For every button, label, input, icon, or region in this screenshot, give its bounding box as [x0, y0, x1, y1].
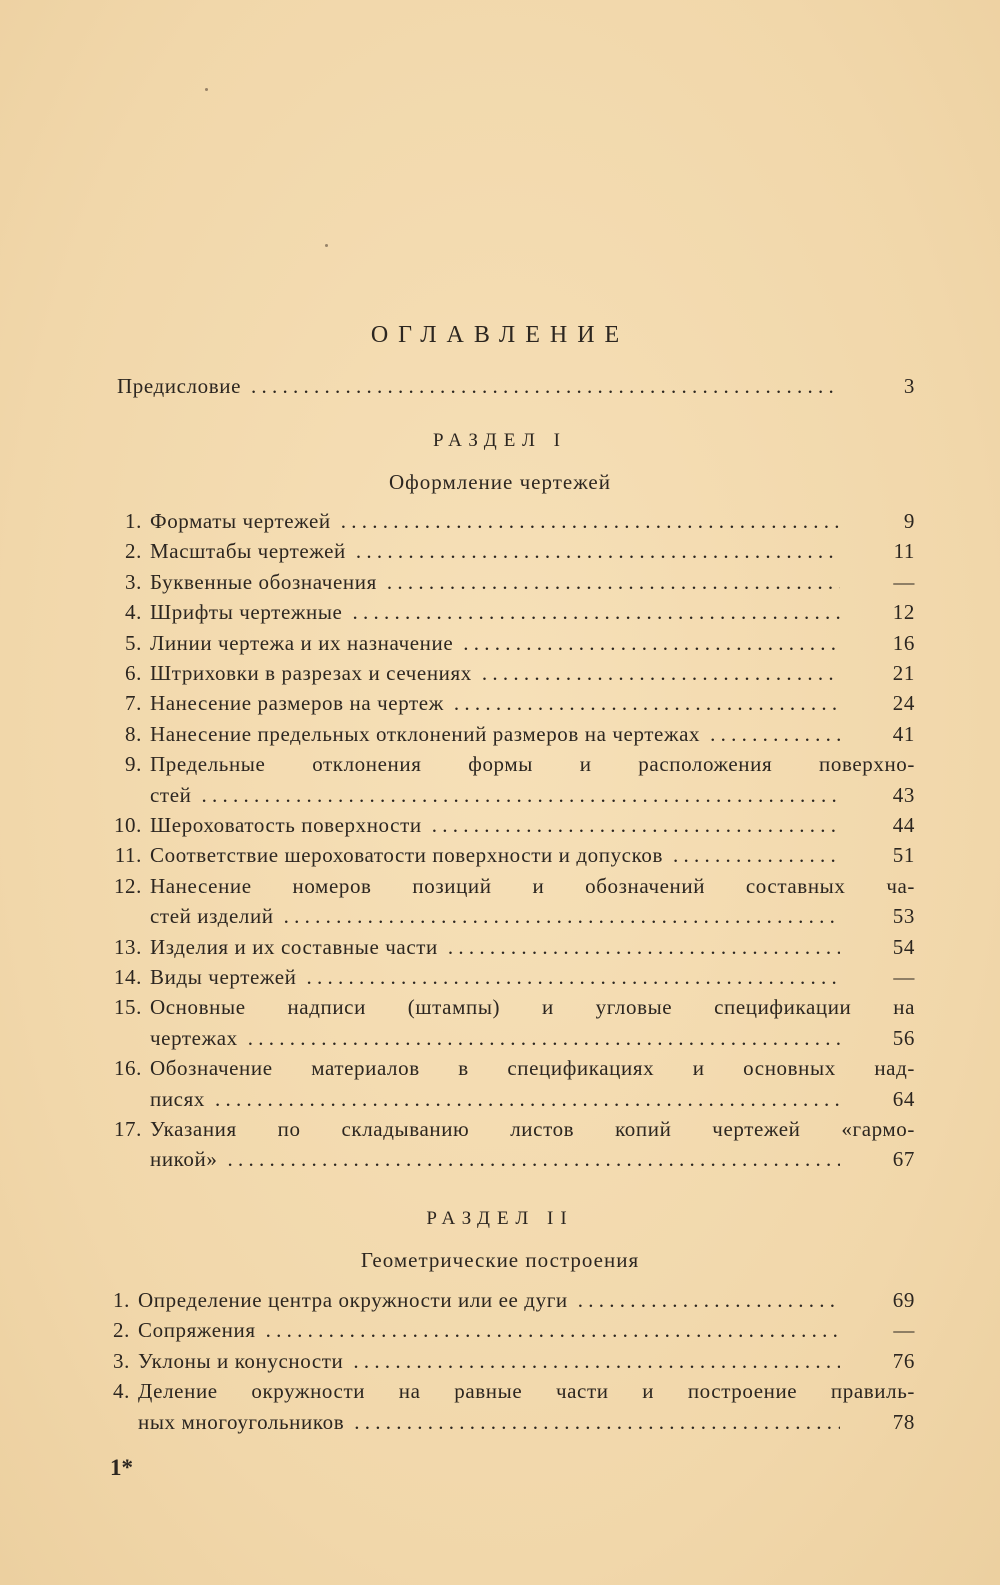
entry-leader	[150, 900, 840, 932]
entry-number: 12.	[113, 874, 142, 898]
entry-leader	[150, 687, 840, 719]
dot-leader	[353, 1345, 840, 1377]
entry-title: Обозначение материалов в спецификациях и основных над-	[150, 1056, 915, 1080]
entry-page: 56	[892, 1026, 915, 1050]
entry-page: 69	[892, 1288, 915, 1312]
toc-entry[interactable]	[100, 1022, 915, 1054]
entry-leader	[150, 1022, 840, 1054]
entry-leader	[150, 809, 840, 841]
entry-number: 9.	[125, 752, 142, 776]
section-title: Оформление чертежей	[389, 470, 611, 494]
toc-entry[interactable]	[100, 809, 915, 841]
entry-leader	[138, 1314, 840, 1346]
toc-entry[interactable]	[100, 1052, 915, 1084]
entry-number: 5.	[125, 631, 142, 655]
paper-speck	[325, 244, 328, 247]
entry-title: стей	[150, 783, 192, 807]
entry-leader	[150, 505, 840, 537]
toc-entry[interactable]	[100, 687, 915, 719]
entry-leader	[150, 1083, 840, 1115]
dot-leader	[248, 1022, 840, 1054]
toc-entry[interactable]	[100, 505, 915, 537]
entry-leader	[150, 627, 840, 659]
entry-title: Изделия и их составные части	[150, 935, 438, 959]
entry-title: Форматы чертежей	[150, 509, 331, 533]
toc-entry[interactable]	[100, 748, 915, 780]
dot-leader	[463, 627, 840, 659]
entry-title: Буквенные обозначения	[150, 570, 377, 594]
entry-title: ных многоугольников	[138, 1410, 345, 1434]
dot-leader	[448, 931, 840, 963]
dot-leader	[387, 566, 840, 598]
toc-entry[interactable]	[100, 1284, 915, 1316]
dot-leader	[284, 900, 840, 932]
toc-entry[interactable]	[100, 1083, 915, 1115]
entry-number: 2.	[113, 1318, 130, 1342]
entry-number: 8.	[125, 722, 142, 746]
dot-leader	[251, 370, 840, 402]
entry-leader	[150, 779, 840, 811]
entry-title: Шрифты чертежные	[150, 600, 343, 624]
toc-entry[interactable]	[100, 718, 915, 750]
entry-page: 64	[892, 1087, 915, 1111]
entry-title: Предельные отклонения формы и расположения поверхно-	[150, 752, 915, 776]
dot-leader	[673, 839, 840, 871]
dot-leader	[578, 1284, 840, 1316]
entry-number: 10.	[113, 813, 142, 837]
entry-page: 53	[892, 904, 915, 928]
dot-leader	[354, 1406, 840, 1438]
dot-leader	[482, 657, 840, 689]
entry-page: 78	[892, 1410, 915, 1434]
dot-leader	[432, 809, 840, 841]
toc-entry[interactable]	[100, 991, 915, 1023]
entry-title: чертежах	[150, 1026, 238, 1050]
entry-page: 16	[892, 631, 915, 655]
entry-title: Нанесение предельных отклонений размеров на чертежах	[150, 722, 701, 746]
entry-page: 67	[892, 1147, 915, 1171]
entry-title: Деление окружности на равные части и построение правиль-	[138, 1379, 915, 1403]
toc-entry[interactable]	[100, 779, 915, 811]
entry-leader	[138, 1345, 840, 1377]
entry-title: Штриховки в разрезах и сечениях	[150, 661, 472, 685]
toc-entry[interactable]	[100, 566, 915, 598]
toc-entry[interactable]	[100, 1345, 915, 1377]
entry-leader	[138, 1406, 840, 1438]
entry-number: 11.	[114, 843, 142, 867]
toc-entry[interactable]	[100, 961, 915, 993]
entry-number: 3.	[125, 570, 142, 594]
signature-mark: 1*	[110, 1455, 133, 1480]
toc-entry[interactable]	[100, 900, 915, 932]
entry-leader	[150, 657, 840, 689]
entry-title: Основные надписи (штампы) и угловые спецификации на	[150, 995, 915, 1019]
entry-number: 15.	[113, 995, 142, 1019]
section-label: РАЗДЕЛ I	[432, 430, 568, 451]
entry-leader	[138, 1284, 840, 1316]
toc-entry[interactable]	[100, 596, 915, 628]
paper-speck	[205, 88, 208, 91]
entry-number: 17.	[113, 1117, 142, 1141]
entry-page: 76	[892, 1349, 915, 1373]
dot-leader	[201, 779, 840, 811]
dot-leader	[341, 505, 840, 537]
entry-leader	[150, 961, 840, 993]
toc-entry[interactable]	[100, 931, 915, 963]
entry-title: Масштабы чертежей	[150, 539, 346, 563]
entry-title: Указания по складыванию листов копий чертежей «гармо-	[150, 1117, 915, 1141]
entry-page: 43	[892, 783, 915, 807]
dot-leader	[352, 596, 840, 628]
entry-leader	[150, 931, 840, 963]
dot-leader	[454, 687, 840, 719]
entry-number: 14.	[113, 965, 142, 989]
entry-page: 21	[892, 661, 915, 685]
dot-leader	[215, 1083, 840, 1115]
entry-number: 6.	[125, 661, 142, 685]
entry-page: 12	[892, 600, 915, 624]
entry-page: —	[893, 570, 915, 594]
entry-leader	[150, 566, 840, 598]
entry-number: 1.	[125, 509, 142, 533]
entry-number: 13.	[113, 935, 142, 959]
entry-page: 44	[892, 813, 915, 837]
entry-number: 7.	[125, 691, 142, 715]
section-title: Геометрические построения	[360, 1248, 640, 1272]
entry-page: 51	[892, 843, 915, 867]
preface-page: 3	[903, 374, 915, 398]
preface-label: Предисловие	[117, 374, 242, 398]
entry-leader	[150, 535, 840, 567]
toc-entry[interactable]	[100, 1143, 915, 1175]
entry-page: 24	[892, 691, 915, 715]
toc-entry[interactable]	[100, 1113, 915, 1145]
entry-page: 54	[892, 935, 915, 959]
toc-entry[interactable]	[100, 870, 915, 902]
toc-entry[interactable]	[100, 1375, 915, 1407]
dot-leader	[266, 1314, 840, 1346]
entry-title: Нанесение размеров на чертеж	[150, 691, 444, 715]
toc-entry[interactable]	[100, 535, 915, 567]
entry-number: 3.	[113, 1349, 130, 1373]
dot-leader	[356, 535, 840, 567]
entry-page: 9	[903, 509, 915, 533]
entry-title: писях	[150, 1087, 205, 1111]
entry-leader	[150, 839, 840, 871]
entry-title: Линии чертежа и их назначение	[150, 631, 454, 655]
toc-entry[interactable]	[100, 1406, 915, 1438]
toc-entry[interactable]	[100, 627, 915, 659]
preface-entry[interactable]	[100, 370, 915, 402]
entry-title: Соответствие шероховатости поверхности и допусков	[150, 843, 663, 867]
entry-number: 1.	[113, 1288, 130, 1312]
entry-page: —	[893, 1318, 915, 1342]
entry-page: 11	[893, 539, 915, 563]
entry-title: Уклоны и конусности	[138, 1349, 344, 1373]
entry-leader	[150, 596, 840, 628]
dot-leader	[227, 1143, 840, 1175]
dot-leader	[306, 961, 840, 993]
entry-title: стей изделий	[150, 904, 274, 928]
entry-page: 41	[892, 722, 915, 746]
toc-entry[interactable]	[100, 657, 915, 689]
entry-leader	[150, 718, 840, 750]
entry-title: Сопряжения	[138, 1318, 256, 1342]
entry-title: никой»	[150, 1147, 218, 1171]
dot-leader	[710, 718, 840, 750]
toc-entry[interactable]	[100, 839, 915, 871]
preface-leader	[117, 370, 840, 402]
entry-number: 4.	[113, 1379, 130, 1403]
toc-entry[interactable]	[100, 1314, 915, 1346]
section-label: РАЗДЕЛ II	[426, 1208, 574, 1229]
entry-page: —	[893, 965, 915, 989]
entry-number: 2.	[125, 539, 142, 563]
entry-title: Определение центра окружности или ее дуги	[138, 1288, 568, 1312]
entry-leader	[150, 1143, 840, 1175]
entry-title: Шероховатость поверхности	[150, 813, 422, 837]
entry-title: Нанесение номеров позиций и обозначений составных ча-	[150, 874, 915, 898]
toc-title: ОГЛАВЛЕНИЕ	[370, 322, 630, 348]
entry-number: 16.	[113, 1056, 142, 1080]
entry-number: 4.	[125, 600, 142, 624]
entry-title: Виды чертежей	[150, 965, 297, 989]
